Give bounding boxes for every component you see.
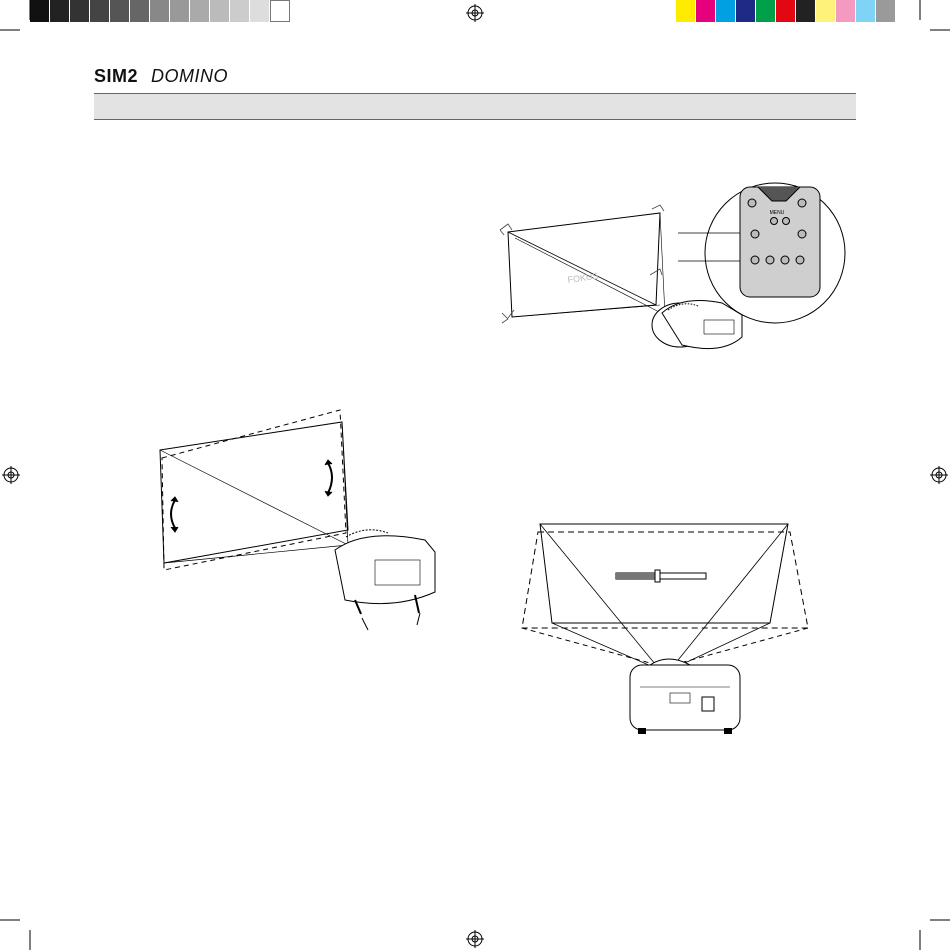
keystone-adjustment-figure: [520, 515, 830, 740]
brand-name: SIM2: [94, 66, 139, 86]
brand-logo: [94, 66, 228, 87]
registration-target-icon: [466, 930, 484, 948]
model-name: DOMINO: [151, 66, 229, 86]
remote-menu-label: MENU: [769, 210, 785, 216]
keystone-slider-fill: [616, 573, 658, 579]
focus-adjustment-figure: [490, 175, 850, 365]
registration-target-icon: [930, 466, 948, 484]
registration-target-icon: [2, 466, 20, 484]
tilt-adjustment-figure: [150, 405, 450, 635]
projector-illustration: [335, 530, 435, 630]
keystone-slider-handle: [655, 570, 660, 582]
projector-illustration: [630, 659, 740, 734]
remote-control-illustration: [740, 187, 820, 297]
header-band: [94, 93, 856, 120]
focus-screen-label: FOKUS: [566, 270, 599, 285]
registration-target-icon: [466, 4, 484, 22]
projector-illustration: [652, 301, 742, 349]
